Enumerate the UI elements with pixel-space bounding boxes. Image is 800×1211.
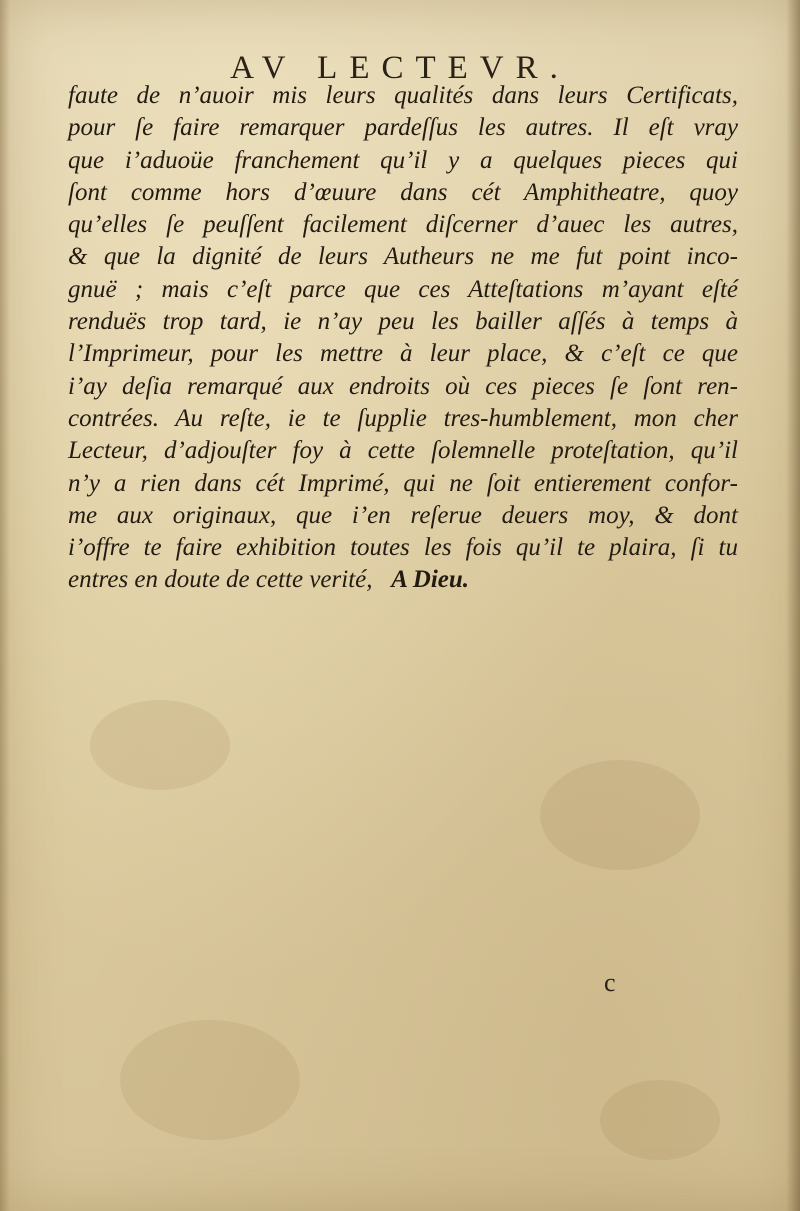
page-right-edge: [786, 0, 800, 1211]
text-line: n’y a rien dans cét Imprimé, qui ne ſoit entierement confor-: [68, 469, 738, 497]
text-line: pour ſe faire remarquer pardeſſus les autres. Il eſt vray: [68, 114, 738, 142]
text-line: faute de n’auoir mis leurs qualités dans leurs Certificats,: [68, 82, 738, 109]
running-head: AV LECTEVR.: [230, 50, 570, 86]
text-line: que i’aduoüe franchement qu’il y a quelques pieces qui: [68, 146, 738, 174]
page-left-edge: [0, 0, 10, 1211]
text-line: ſont comme hors d’œuure dans cét Amphitheatre, quoy: [68, 178, 738, 206]
closing-salutation: A Dieu.: [391, 566, 470, 594]
text-line: i’offre te faire exhibition toutes les fois qu’il te plaira, ſi tu: [68, 534, 738, 562]
text-line: & que la dignité de leurs Autheurs ne me fut point inco-: [68, 243, 738, 271]
text-line: contrées. Au reſte, ie te ſupplie tres-humblement, mon cher: [68, 404, 738, 432]
paper-stain: [600, 1080, 720, 1160]
paper-stain: [120, 1020, 300, 1140]
text-line: Lecteur, d’adjouſter foy à cette ſolemnelle proteſtation, qu’il: [68, 437, 738, 465]
signature-mark: c: [604, 968, 616, 997]
text-line: qu’elles ſe peuſſent facilement diſcerner d’auec les autres,: [68, 211, 738, 239]
text-line: me aux originaux, que i’en reſerue deuers moy, & dont: [68, 501, 738, 529]
paper-stain: [90, 700, 230, 790]
text-line: l’Imprimeur, pour les mettre à leur place, & c’eſt ce que: [68, 340, 738, 368]
text-line-last: [68, 564, 738, 596]
text-line: gnuë ; mais c’eſt parce que ces Atteſtations m’ayant eſté: [68, 275, 738, 303]
text-line: i’ay deſia remarqué aux endroits où ces pieces ſe ſont ren-: [68, 372, 738, 400]
body-text: [68, 80, 738, 597]
final-sentence: entres en doute de cette verité,: [68, 566, 373, 594]
paper-stain: [540, 760, 700, 870]
text-line: renduës trop tard, ie n’ay peu les bailler aſſés à temps à: [68, 308, 738, 336]
